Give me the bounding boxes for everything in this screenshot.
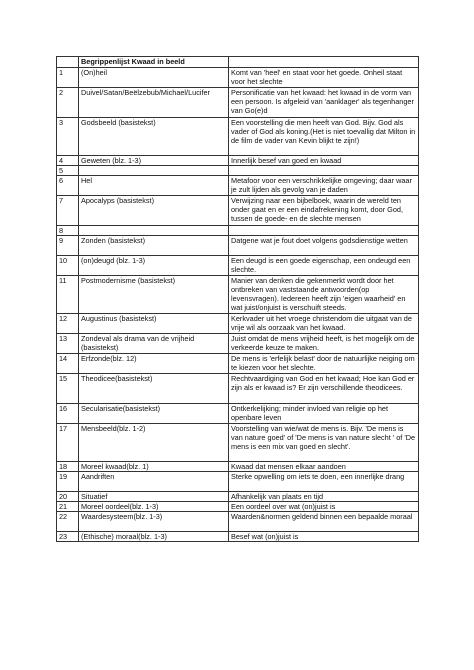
table-row (57, 334, 419, 354)
row-definition: Voorstelling van wie/wat de mens is. Bijv. 'De mens is van nature goed' of 'De mens is van nature slecht ' of 'De mens is een mix van goed en slecht'. (229, 424, 419, 462)
row-number: 17 (57, 424, 79, 462)
row-definition: Kwaad dat mensen elkaar aandoen (229, 462, 419, 472)
row-number: 20 (57, 492, 79, 502)
table-row (57, 226, 419, 236)
row-number: 7 (57, 196, 79, 226)
table-row (57, 88, 419, 118)
row-term: Geweten (blz. 1-3) (79, 156, 229, 166)
row-definition: Datgene wat je fout doet volgens godsdienstige wetten (229, 236, 419, 256)
row-definition: Een oordeel over wat (on)juist is (229, 502, 419, 512)
table-row (57, 256, 419, 276)
row-term (79, 226, 229, 236)
row-number: 19 (57, 472, 79, 492)
row-number: 13 (57, 334, 79, 354)
table-row (57, 404, 419, 424)
table-row (57, 462, 419, 472)
table-row (57, 276, 419, 314)
row-term: Augustinus (basistekst) (79, 314, 229, 334)
table-row (57, 314, 419, 334)
table-row (57, 512, 419, 532)
row-term: Godsbeeld (basistekst) (79, 118, 229, 156)
row-definition (229, 166, 419, 176)
row-number: 14 (57, 354, 79, 374)
row-term: Aandriften (79, 472, 229, 492)
table-row (57, 236, 419, 256)
table-row (57, 354, 419, 374)
row-number: 21 (57, 502, 79, 512)
row-number: 12 (57, 314, 79, 334)
row-term: Theodicee(basistekst) (79, 374, 229, 404)
row-number: 9 (57, 236, 79, 256)
table-row (57, 424, 419, 462)
row-definition: Kerkvader uit het vroege christendom die uitgaat van de vrije wil als oorzaak van het kwaad. (229, 314, 419, 334)
row-number: 10 (57, 256, 79, 276)
row-term: Waardesysteem(blz. 1-3) (79, 512, 229, 532)
row-term: Apocalyps (basistekst) (79, 196, 229, 226)
row-number: 5 (57, 166, 79, 176)
row-number: 15 (57, 374, 79, 404)
row-number: 18 (57, 462, 79, 472)
row-number: 8 (57, 226, 79, 236)
table-row (57, 166, 419, 176)
row-definition: Innerlijk besef van goed en kwaad (229, 156, 419, 166)
row-definition: Juist omdat de mens vrijheid heeft, is het mogelijk om de verkeerde keuze te maken. (229, 334, 419, 354)
row-term: Mensbeeld(blz. 1-2) (79, 424, 229, 462)
row-term (79, 166, 229, 176)
row-definition: Metafoor voor een verschrikkelijke omgeving; daar waar je zult lijden als gevolg van je daden (229, 176, 419, 196)
header-num-cell (57, 57, 79, 68)
table-row (57, 472, 419, 492)
table-title: Begrippenlijst Kwaad in beeld (79, 57, 229, 68)
row-number: 16 (57, 404, 79, 424)
row-definition: Manier van denken die gekenmerkt wordt door het ontbreken van vaststaande antwoorden(op levensvragen). Iedereen heeft zijn 'eigen waarheid' en wat juist/onjuist is verschuift steeds. (229, 276, 419, 314)
row-term: Zonden (basistekst) (79, 236, 229, 256)
row-number: 4 (57, 156, 79, 166)
row-term: (On)heil (79, 68, 229, 88)
row-term: Postmodernisme (basistekst) (79, 276, 229, 314)
row-definition (229, 226, 419, 236)
row-number: 22 (57, 512, 79, 532)
row-definition: Een deugd is een goede eigenschap, een ondeugd een slechte. (229, 256, 419, 276)
row-term: Secularisatie(basistekst) (79, 404, 229, 424)
row-definition: Afhankelijk van plaats en tijd (229, 492, 419, 502)
row-number: 23 (57, 532, 79, 542)
row-number: 2 (57, 88, 79, 118)
row-definition: Ontkerkelijking; minder invloed van religie op het openbare leven (229, 404, 419, 424)
row-term: (Ethische) moraal(blz. 1-3) (79, 532, 229, 542)
row-definition: Waarden&normen geldend binnen een bepaalde moraal (229, 512, 419, 532)
table-row (57, 196, 419, 226)
table-row (57, 68, 419, 88)
table-row (57, 156, 419, 166)
table-row (57, 176, 419, 196)
glossary-body (57, 57, 419, 542)
row-number: 11 (57, 276, 79, 314)
table-row (57, 374, 419, 404)
row-term: Hel (79, 176, 229, 196)
row-term: Moreel oordeel(blz. 1-3) (79, 502, 229, 512)
row-definition: Komt van 'heel' en staat voor het goede. Onheil staat voor het slechte (229, 68, 419, 88)
table-header-row (57, 57, 419, 68)
row-definition: Rechtvaardiging van God en het kwaad; Hoe kan God er zijn als er kwaad is? Er zijn verschillende theodicees. (229, 374, 419, 404)
table-row (57, 492, 419, 502)
row-term: (on)deugd (blz. 1-3) (79, 256, 229, 276)
table-row (57, 118, 419, 156)
glossary-table (56, 56, 419, 542)
row-number: 6 (57, 176, 79, 196)
row-number: 1 (57, 68, 79, 88)
row-term: Duivel/Satan/Beëlzebub/Michael/Lucifer (79, 88, 229, 118)
row-term: Moreel kwaad(blz. 1) (79, 462, 229, 472)
row-definition: Een voorstelling die men heeft van God. Bijv. God als vader of God als koning.(Het is niet toevallig dat Milton in de film de vader van Kevin blijkt te zijn!) (229, 118, 419, 156)
row-term: Erfzonde(blz. 12) (79, 354, 229, 374)
row-number: 3 (57, 118, 79, 156)
row-definition: Verwijzing naar een bijbelboek, waarin de wereld ten onder gaat en er een eindafrekening komt, door God, tussen de goede- en de slechte mensen (229, 196, 419, 226)
table-row (57, 502, 419, 512)
table-row (57, 532, 419, 542)
row-definition: Personificatie van het kwaad: het kwaad in de vorm van een persoon. Is afgeleid van 'aanklager' als tegenhanger van Go(e)d (229, 88, 419, 118)
row-term: Situatief (79, 492, 229, 502)
row-definition: Besef wat (on)juist is (229, 532, 419, 542)
row-term: Zondeval als drama van de vrijheid (basistekst) (79, 334, 229, 354)
row-definition: Sterke opwelling om iets te doen, een innerlijke drang (229, 472, 419, 492)
header-definition-cell (229, 57, 419, 68)
row-definition: De mens is 'erfelijk belast' door de natuurlijke neiging om te kiezen voor het slechte. (229, 354, 419, 374)
